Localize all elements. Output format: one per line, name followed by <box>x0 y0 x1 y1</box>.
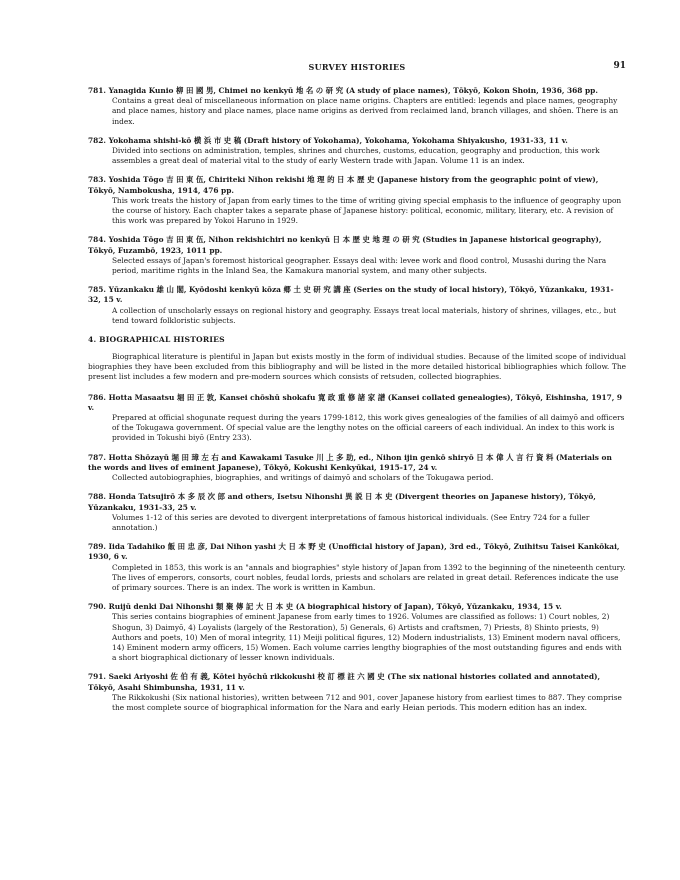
entry-heading: 788. Honda Tatsujirō 本 多 辰 次 郎 and others, Isetsu Nihonshi 異 説 日 本 史 (Divergent theories on Japanese history), Tōkyō, Yūzankaku, 1931-33, 25 v. <box>88 492 596 512</box>
entry-786 <box>88 393 626 444</box>
entry-description: This work treats the history of Japan from early times to the time of writing giving special emphasis to the influence of geography upon the course of history. Each chapter takes a separate phase of Japanese history: political, economic, military, literary, etc. A revision of this work was prepared by Yokoi Haruno in 1929. <box>112 195 622 226</box>
entry-heading: 791. Saeki Ariyoshi 佐 伯 有 義, Kōtei hyōchū rikkokushi 校 訂 標 註 六 國 史 (The six national histories collated and annotated), Tōkyō, Asahi Shimbunsha, 1931, 11 v. <box>88 672 601 692</box>
entry-description: A collection of unscholarly essays on regional history and geography. Essays treat local materials, history of shrines, villages, etc., but tend toward folkloristic subjects. <box>112 305 617 325</box>
entry-782 <box>88 136 626 167</box>
entry-heading: 786. Hotta Masaatsu 堀 田 正 敦, Kansei chōshū shokafu 寛 政 重 修 諸 家 譜 (Kansei collated genealogies), Tōkyō, Eishinsha, 1917, 9 v. <box>88 392 623 412</box>
entry-description: Volumes 1-12 of this series are devoted to divergent interpretations of famous historical individuals. (See Entry 724 for a fuller annotation.) <box>112 512 590 532</box>
section-title: 4. BIOGRAPHICAL HISTORIES <box>88 335 225 345</box>
entry-heading: 787. Hotta Shōzayū 堀 田 璋 左 右 and Kawakami Tasuke 川 上 多 助, ed., Nihon ijin genkō shiryō 日 本 偉 人 言 行 資 料 (Materials on the words and lives of eminent Japanese), Tōkyō, Kokushi Kenkyūkai, 1915-17, 24 v. <box>88 452 612 472</box>
entry-description: The Rikkokushi (Six national histories), written between 712 and 901, cover Japanese history from earliest times to 887. They comprise the most complete source of biographical information for the Nara and early Heian periods. This modern edition has an index. <box>112 692 622 712</box>
entry-heading: 784. Yoshida Tōgo 吉 田 東 伍, Nihon rekishichiri no kenkyū 日 本 歴 史 地 理 の 研 究 (Studies in Japanese historical geography), Tōkyō, Fuzambō, 1923, 1011 pp. <box>88 235 602 255</box>
entry-heading: 783. Yoshida Tōgo 吉 田 東 伍, Chiriteki Nihon rekishi 地 理 的 日 本 歴 史 (Japanese history from the geographic point of view), Tōkyō, Nambokusha, 1914, 476 pp. <box>88 175 599 195</box>
entry-description: Completed in 1853, this work is an "annals and biographies" style history of Japan from 1392 to the beginning of the nineteenth century. The lives of emperors, consorts, court nobles, feudal lords, priests and scholars are related in great detail. References indicate the use of primary sources. There is an index. The work is written in Kambun. <box>112 562 626 592</box>
entry-784 <box>88 235 626 276</box>
entry-heading: 785. Yūzankaku 雄 山 閣, Kyōdoshi kenkyū kōza 郷 土 史 研 究 講 座 (Series on the study of local history), Tōkyō, Yūzankaku, 1931-32, 15 v. <box>88 285 614 305</box>
entry-description: Collected autobiographies, biographies, and writings of daimyō and scholars of the Tokugawa period. <box>112 473 494 483</box>
entry-heading: 781. Yanagida Kunio 柳 田 國 男, Chimei no kenkyū 地 名 の 研 究 (A study of place names), Tōkyō, Kokon Shoin, 1936, 368 pp. <box>88 86 598 95</box>
entry-heading: 789. Iida Tadahiko 飯 田 忠 彦, Dai Nihon yashi 大 日 本 野 史 (Unofficial history of Japan), 3rd ed., Tōkyō, Zuihitsu Taisei Kankōkai, 1930, 6 v. <box>88 542 620 562</box>
page-number: 91 <box>613 61 626 71</box>
entry-description: Selected essays of Japan's foremost historical geographer. Essays deal with: levee work and flood control, Musashi during the Nara period, maritime rights in the Inland Sea, the Kamakura manorial system, and many other subjects. <box>112 255 607 276</box>
entry-790 <box>88 602 626 663</box>
entry-heading: 782. Yokohama shishi-kō 横 浜 市 史 稿 (Draft history of Yokohama), Yokohama, Yokohama Shiyakusho, 1931-33, 11 v. <box>88 135 568 145</box>
entry-788 <box>88 492 626 533</box>
entry-787 <box>88 453 626 484</box>
section-intro: Biographical literature is plentiful in Japan but exists mostly in the form of individual studies. Because of the limited scope of individual biographies they have been excluded from this bibliography and will be listed in the more detailed historical bibliographies which follow. The present list includes a few modern and pre-modern sources which consists of retsuden, collected biographies. <box>88 352 626 382</box>
entry-781 <box>88 86 626 127</box>
entry-description: Prepared at official shogunate request during the years 1799-1812, this work gives genealogies of the families of all daimyō and officers of the Tokugawa government. Of special value are the lengthy notes on the official careers of each individual. An index to this work is provided in Tokushi biyō (Entry 233). <box>112 413 625 443</box>
entries-before-section <box>88 86 626 326</box>
entry-heading: 790. Ruijū denki Dai Nihonshi 類 聚 傳 記 大 日 本 史 (A biographical history of Japan), Tōkyō, Yūzankaku, 1934, 15 v. <box>88 602 562 612</box>
entry-description: This series contains biographies of eminent Japanese from early times to 1926. Volumes are classified as follows: 1) Court nobles, 2) Shogun, 3) Daimyō, 4) Loyalists (largely of the Restoration), 5) Generals, 6) Artists and craftsmen, 7) Priests, 8) Shinto priests, 9) Authors and poets, 10) Men of moral integrity, 11) Meiji political figures, 12) Modern industrialists, 13) Eminent modern naval officers, 14) Eminent modern army officers, 15) Women. Each volume carries lengthy biographies of the most outstanding figures and ends with a short biographical dictionary of lesser known individuals. <box>112 612 622 663</box>
entry-description: Divided into sections on administration, temples, shrines and churches, customs, education, geography and production, this work assembles a great deal of material vital to the study of early Western trade with Japan. Volume 11 is an index. <box>112 146 600 166</box>
entry-789 <box>88 542 626 593</box>
entry-785 <box>88 285 626 326</box>
running-head: SURVEY HISTORIES <box>308 62 406 72</box>
entry-description: Contains a great deal of miscellaneous information on place name origins. Chapters are entitled: legends and place names, geography and place names, history and place names, place name origins as derived from reclaimed land, branch villages, and shōen. There is an index. <box>112 96 619 126</box>
entry-791 <box>88 672 626 713</box>
entries-after-section <box>88 393 626 713</box>
entry-783 <box>88 175 626 226</box>
page-header <box>88 60 626 76</box>
